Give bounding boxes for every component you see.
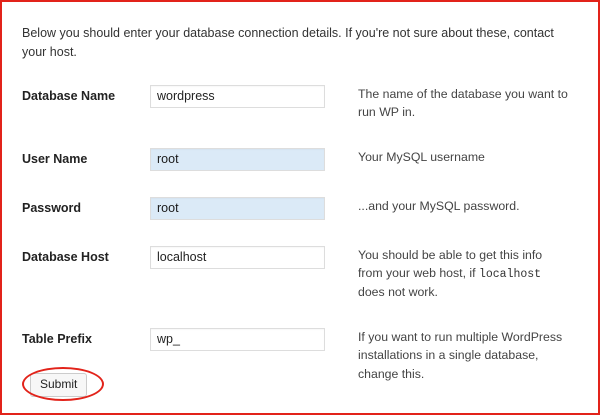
input-cell-database-name	[150, 85, 358, 148]
description-table-prefix	[358, 328, 570, 409]
table-prefix-input[interactable]	[150, 328, 325, 351]
setup-form-panel	[2, 2, 598, 409]
input-cell-user-name	[150, 148, 358, 197]
description-password	[358, 197, 570, 246]
description-database-host	[358, 246, 570, 328]
input-cell-password	[150, 197, 358, 246]
table-row	[22, 197, 570, 246]
description-text: Your MySQL username	[358, 149, 485, 164]
password-input[interactable]	[150, 197, 325, 220]
database-details-table	[22, 85, 570, 409]
description-text: You should be able to get this info from your web host, if	[358, 247, 543, 281]
label-password: Password	[22, 200, 82, 215]
intro-text: Below you should enter your database connection details. If you're not sure about these, contact your host.	[22, 26, 554, 60]
description-database-name	[358, 85, 570, 148]
description-text-tail: does not work.	[358, 285, 438, 300]
table-row	[22, 246, 570, 328]
label-table-prefix: Table Prefix	[22, 331, 92, 346]
description-text: If you want to run multiple WordPress installations in a single database, change this.	[358, 329, 563, 381]
table-row	[22, 328, 570, 409]
description-text: The name of the database you want to run WP in.	[358, 86, 568, 120]
label-database-name: Database Name	[22, 88, 116, 103]
submit-area	[22, 367, 102, 399]
input-cell-table-prefix	[150, 328, 358, 409]
database-name-input[interactable]	[150, 85, 325, 108]
input-cell-database-host	[150, 246, 358, 328]
label-user-name: User Name	[22, 151, 88, 166]
table-row	[22, 85, 570, 148]
submit-button[interactable]: Submit	[30, 373, 87, 397]
user-name-input[interactable]	[150, 148, 325, 171]
label-database-host: Database Host	[22, 249, 109, 264]
table-row	[22, 148, 570, 197]
description-user-name	[358, 148, 570, 197]
description-code: localhost	[478, 268, 542, 282]
database-host-input[interactable]	[150, 246, 325, 269]
description-text: ...and your MySQL password.	[358, 198, 520, 213]
